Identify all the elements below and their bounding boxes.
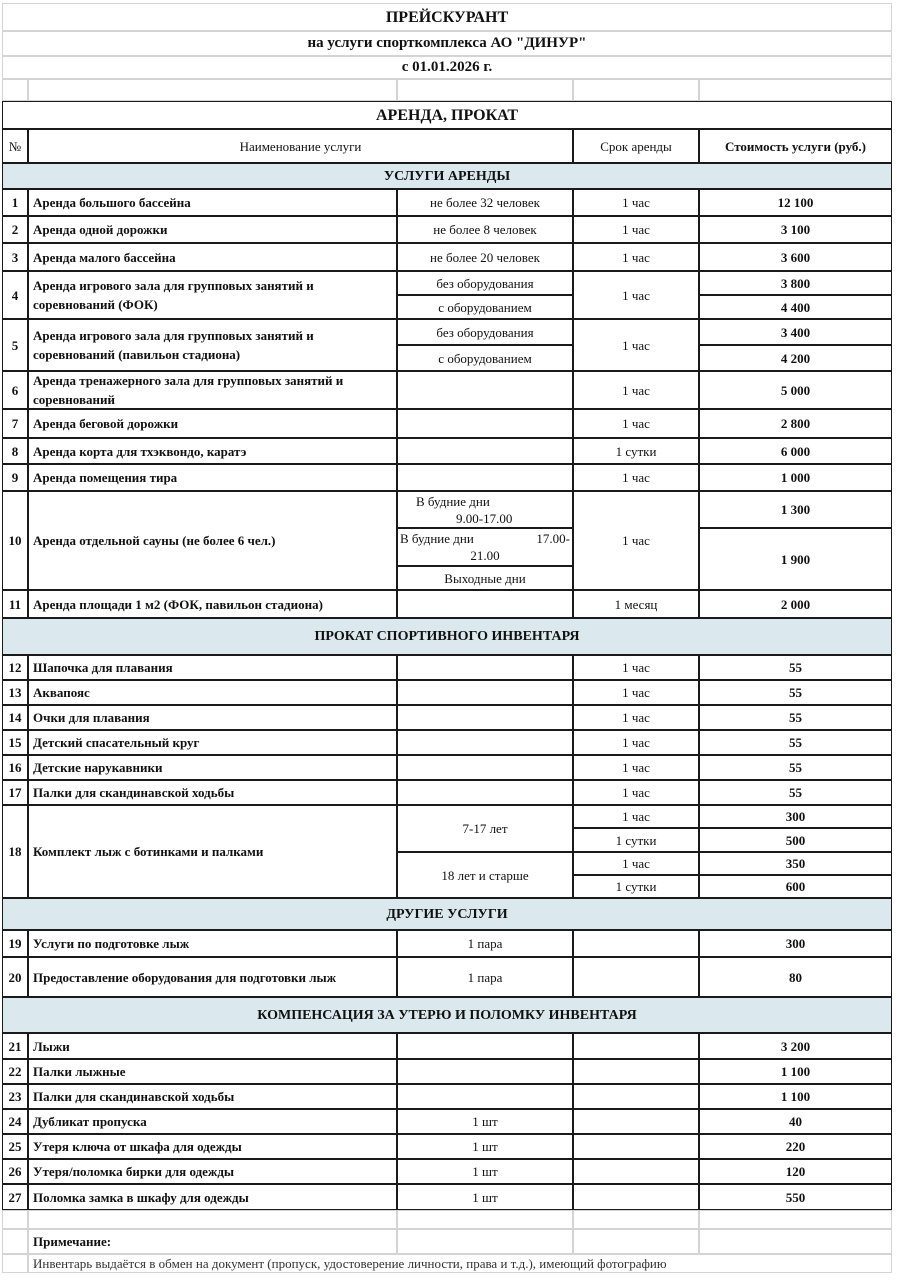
- rental-term: 1 час: [573, 780, 699, 805]
- service-price: 3 200: [699, 1033, 892, 1059]
- table-caption-text: АРЕНДА, ПРОКАТ: [376, 106, 518, 124]
- row-number: 10: [2, 491, 28, 590]
- section-title: ПРОКАТ СПОРТИВНОГО ИНВЕНТАРЯ: [314, 629, 580, 644]
- service-price: 300: [699, 930, 892, 957]
- condition-hours: 17.00-: [536, 531, 570, 546]
- rental-term: 1 час: [573, 680, 699, 705]
- rental-term: 1 час: [573, 409, 699, 438]
- rental-term: 1 час: [573, 655, 699, 680]
- condition-days: В будние дни: [400, 531, 474, 546]
- section-header-rent: [2, 163, 892, 189]
- service-condition: [397, 371, 573, 409]
- blank-cell: [397, 1210, 573, 1229]
- row-number: 15: [2, 730, 28, 755]
- service-price: 55: [699, 780, 892, 805]
- row-number: 2: [2, 216, 28, 243]
- column-header-price: [699, 129, 892, 163]
- row-number: 7: [2, 409, 28, 438]
- service-unit: 1 шт: [397, 1159, 573, 1184]
- subtitle-cell: [2, 31, 892, 56]
- service-name: Палки лыжные: [28, 1059, 397, 1084]
- service-name: Аренда беговой дорожки: [28, 409, 397, 438]
- rental-term: 1 час: [573, 319, 699, 371]
- service-price: 3 100: [699, 216, 892, 243]
- service-condition: [397, 655, 573, 680]
- service-condition: [397, 680, 573, 705]
- section-title: КОМПЕНСАЦИЯ ЗА УТЕРЮ И ПОЛОМКУ ИНВЕНТАРЯ: [257, 1007, 637, 1023]
- service-condition: без оборудования: [397, 319, 573, 345]
- rental-term: [573, 1184, 699, 1210]
- service-condition: [397, 438, 573, 464]
- column-header-label: Наименование услуги: [239, 138, 362, 154]
- rental-term: 1 час: [573, 705, 699, 730]
- service-price: 350: [699, 852, 892, 875]
- service-price: 55: [699, 680, 892, 705]
- row-number: 14: [2, 705, 28, 730]
- row-number: 24: [2, 1109, 28, 1134]
- service-condition: [397, 780, 573, 805]
- service-name: Утеря ключа от шкафа для одежды: [28, 1134, 397, 1159]
- rental-term: 1 час: [573, 371, 699, 409]
- service-price: 80: [699, 957, 892, 997]
- service-price: 500: [699, 828, 892, 852]
- service-unit: 1 пара: [397, 957, 573, 997]
- column-header-label: Стоимость услуги (руб.): [725, 138, 866, 154]
- service-name: Предоставление оборудования для подготовки лыж: [28, 957, 397, 997]
- service-unit: 1 пара: [397, 930, 573, 957]
- rental-term: [573, 1033, 699, 1059]
- rental-term: [573, 1084, 699, 1109]
- service-name: Очки для плавания: [28, 705, 397, 730]
- row-number: 23: [2, 1084, 28, 1109]
- rental-term: [573, 1159, 699, 1184]
- service-name: Аквапояс: [28, 680, 397, 705]
- rental-term: [573, 930, 699, 957]
- blank-cell: [573, 1210, 699, 1229]
- service-unit: [397, 1084, 573, 1109]
- rental-term: 1 месяц: [573, 590, 699, 618]
- section-header-compensation: [2, 997, 892, 1033]
- service-price: 3 400: [699, 319, 892, 345]
- service-condition: [397, 464, 573, 491]
- blank-cell: [28, 1210, 397, 1229]
- service-unit: 1 шт: [397, 1109, 573, 1134]
- rental-term: [573, 1134, 699, 1159]
- age-group: 7-17 лет: [397, 805, 573, 852]
- row-number: 26: [2, 1159, 28, 1184]
- row-number: 27: [2, 1184, 28, 1210]
- table-caption: [2, 101, 892, 129]
- service-price: 1 300: [699, 491, 892, 528]
- service-price: 2 000: [699, 590, 892, 618]
- service-price: 120: [699, 1159, 892, 1184]
- row-number: 1: [2, 189, 28, 216]
- service-condition: не более 8 человек: [397, 216, 573, 243]
- condition-days: В будние дни: [416, 493, 490, 509]
- service-price: 3 600: [699, 243, 892, 271]
- service-price: 40: [699, 1109, 892, 1134]
- service-condition: Выходные дни: [397, 566, 573, 590]
- row-number: 20: [2, 957, 28, 997]
- row-number: 6: [2, 371, 28, 409]
- condition-hours: 9.00-17.00: [456, 510, 513, 526]
- rental-term: 1 час: [573, 271, 699, 319]
- service-name: Аренда помещения тира: [28, 464, 397, 491]
- row-number: 3: [2, 243, 28, 271]
- row-number: 25: [2, 1134, 28, 1159]
- rental-term: 1 час: [573, 852, 699, 875]
- rental-term: 1 час: [573, 755, 699, 780]
- rental-term: 1 час: [573, 216, 699, 243]
- service-name: Лыжи: [28, 1033, 397, 1059]
- rental-term: 1 час: [573, 730, 699, 755]
- service-price: 1 100: [699, 1084, 892, 1109]
- service-name: Аренда малого бассейна: [28, 243, 397, 271]
- service-price: 4 400: [699, 295, 892, 319]
- row-number: 17: [2, 780, 28, 805]
- service-unit: 1 шт: [397, 1184, 573, 1210]
- service-condition: с оборудованием: [397, 295, 573, 319]
- service-condition: не более 20 человек: [397, 243, 573, 271]
- service-condition: [397, 491, 573, 528]
- column-header-term: [573, 129, 699, 163]
- service-condition: [397, 755, 573, 780]
- service-condition: без оборудования: [397, 271, 573, 295]
- row-number: 22: [2, 1059, 28, 1084]
- service-name: Детские нарукавники: [28, 755, 397, 780]
- row-number: 18: [2, 805, 28, 898]
- row-number: 11: [2, 590, 28, 618]
- rental-term: [573, 1059, 699, 1084]
- service-name: Аренда игрового зала для групповых занятий и соревнований (павильон стадиона): [28, 319, 397, 371]
- blank-cell: [2, 79, 28, 101]
- section-title: ДРУГИЕ УСЛУГИ: [386, 906, 508, 922]
- service-name: Палки для скандинавской ходьбы: [28, 780, 397, 805]
- service-name: Комплект лыж с ботинками и палками: [28, 805, 397, 898]
- document-subtitle: на услуги спорткомплекса АО "ДИНУР": [307, 35, 587, 51]
- blank-cell: [699, 1229, 892, 1254]
- service-price: 550: [699, 1184, 892, 1210]
- service-name: Утеря/поломка бирки для одежды: [28, 1159, 397, 1184]
- row-number: 9: [2, 464, 28, 491]
- service-price: 300: [699, 805, 892, 828]
- service-name: Палки для скандинавской ходьбы: [28, 1084, 397, 1109]
- service-condition: [397, 705, 573, 730]
- service-name: Поломка замка в шкафу для одежды: [28, 1184, 397, 1210]
- section-header-hire: [2, 618, 892, 655]
- blank-cell: [2, 1210, 28, 1229]
- blank-cell: [397, 79, 573, 101]
- blank-cell: [573, 79, 699, 101]
- row-number: 19: [2, 930, 28, 957]
- service-price: 55: [699, 755, 892, 780]
- service-name: Аренда тренажерного зала для групповых занятий и соревнований: [28, 371, 397, 409]
- service-name: Дубликат пропуска: [28, 1109, 397, 1134]
- service-name: Аренда корта для тхэквондо, каратэ: [28, 438, 397, 464]
- blank-cell: [573, 1229, 699, 1254]
- service-price: 1 100: [699, 1059, 892, 1084]
- row-number: 13: [2, 680, 28, 705]
- service-price: 12 100: [699, 189, 892, 216]
- row-number: 4: [2, 271, 28, 319]
- service-price: 5 000: [699, 371, 892, 409]
- service-condition: не более 32 человек: [397, 189, 573, 216]
- service-condition: с оборудованием: [397, 345, 573, 371]
- service-condition: [397, 730, 573, 755]
- date-cell: [2, 56, 892, 79]
- rental-term: [573, 957, 699, 997]
- service-name: Аренда площади 1 м2 (ФОК, павильон стадиона): [28, 590, 397, 618]
- note-label: Примечание:: [28, 1229, 397, 1254]
- service-name: Шапочка для плавания: [28, 655, 397, 680]
- blank-cell: [2, 1229, 28, 1254]
- title-cell: [2, 3, 892, 31]
- service-price: 1 900: [699, 528, 892, 590]
- service-unit: 1 шт: [397, 1134, 573, 1159]
- row-number: 21: [2, 1033, 28, 1059]
- column-header-name: [28, 129, 573, 163]
- row-number: 5: [2, 319, 28, 371]
- column-header-number: [2, 129, 28, 163]
- document-title: ПРЕЙСКУРАНТ: [385, 8, 509, 26]
- service-price: 3 800: [699, 271, 892, 295]
- blank-cell: [28, 79, 397, 101]
- service-unit: [397, 1033, 573, 1059]
- column-header-label: №: [8, 138, 22, 154]
- rental-term: 1 час: [573, 464, 699, 491]
- service-name: Аренда отдельной сауны (не более 6 чел.): [28, 491, 397, 590]
- rental-term: [573, 1109, 699, 1134]
- service-condition: [397, 409, 573, 438]
- rental-term: 1 час: [573, 189, 699, 216]
- service-condition: [397, 590, 573, 618]
- service-name: Аренда большого бассейна: [28, 189, 397, 216]
- service-price: 4 200: [699, 345, 892, 371]
- row-number: 16: [2, 755, 28, 780]
- service-price: 6 000: [699, 438, 892, 464]
- blank-cell: [699, 79, 892, 101]
- row-number: 12: [2, 655, 28, 680]
- blank-cell: [397, 1229, 573, 1254]
- rental-term: 1 сутки: [573, 828, 699, 852]
- section-header-other: [2, 898, 892, 930]
- row-number: 8: [2, 438, 28, 464]
- service-unit: [397, 1059, 573, 1084]
- service-condition: [397, 528, 573, 566]
- service-name: Детский спасательный круг: [28, 730, 397, 755]
- service-price: 2 800: [699, 409, 892, 438]
- column-header-label: Срок аренды: [600, 138, 672, 154]
- service-price: 55: [699, 655, 892, 680]
- service-price: 1 000: [699, 464, 892, 491]
- rental-term: 1 сутки: [573, 438, 699, 464]
- condition-hours: 21.00: [470, 548, 500, 563]
- section-title: УСЛУГИ АРЕНДЫ: [383, 168, 511, 184]
- service-name: Услуги по подготовке лыж: [28, 930, 397, 957]
- rental-term: 1 час: [573, 491, 699, 590]
- age-group: 18 лет и старше: [397, 852, 573, 898]
- effective-date: с 01.01.2026 г.: [401, 59, 493, 75]
- blank-cell: [699, 1210, 892, 1229]
- note-text: Инвентарь выдаётся в обмен на документ (пропуск, удостоверение личности, права и т.д.), имеющий фотографию: [28, 1254, 892, 1273]
- rental-term: 1 сутки: [573, 875, 699, 898]
- rental-term: 1 час: [573, 243, 699, 271]
- service-name: Аренда одной дорожки: [28, 216, 397, 243]
- service-price: 55: [699, 705, 892, 730]
- service-price: 55: [699, 730, 892, 755]
- blank-cell: [2, 1254, 28, 1273]
- rental-term: 1 час: [573, 805, 699, 828]
- service-name: Аренда игрового зала для групповых занятий и соревнований (ФОК): [28, 271, 397, 319]
- service-price: 600: [699, 875, 892, 898]
- service-price: 220: [699, 1134, 892, 1159]
